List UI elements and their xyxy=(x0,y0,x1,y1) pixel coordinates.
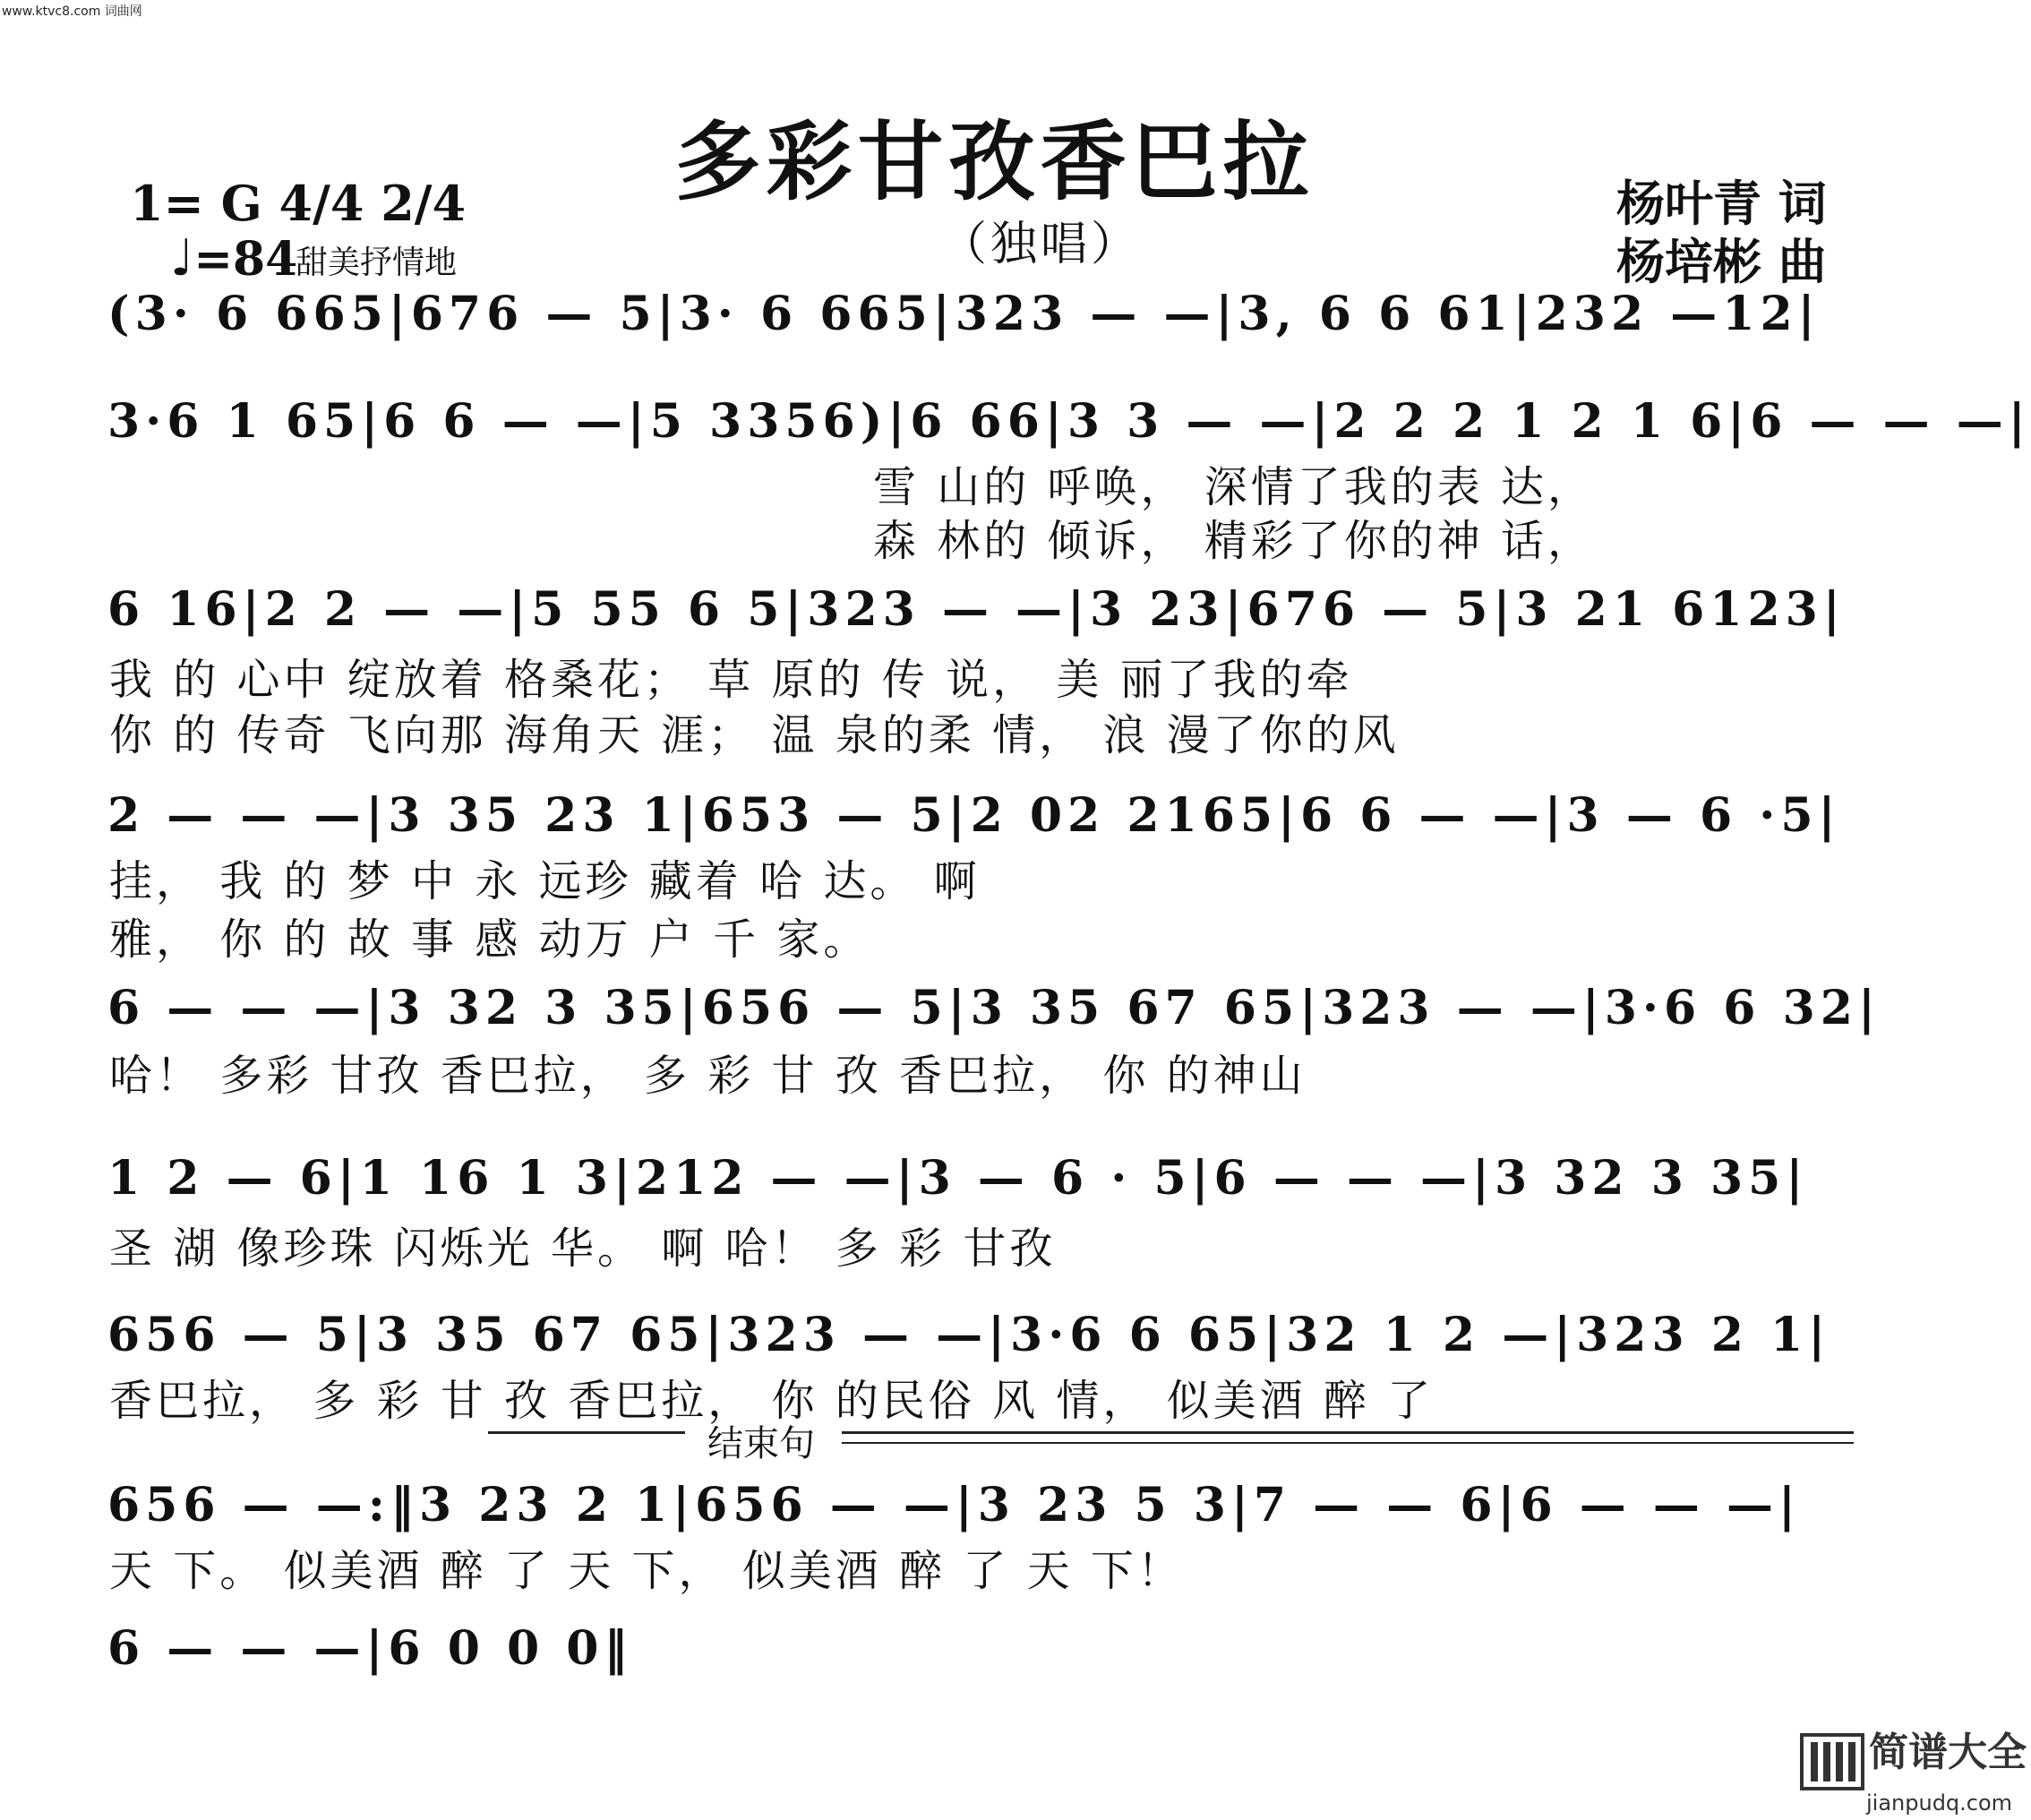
expression-marking: 甜美抒情地 xyxy=(296,245,458,281)
lyric-line-4a: 挂， 我 的 梦 中 永 远珍 藏着 哈 达。 啊 xyxy=(109,856,981,906)
lyric-line-4b: 雅， 你 的 故 事 感 动万 户 千 家。 xyxy=(109,914,870,965)
score-line-3: 6 16|2 2 — —|5 55 6 5|323 — —|3 23|676 — 5|3 21 6123| xyxy=(107,582,1846,637)
quarter-note-icon: ♩ xyxy=(170,228,194,288)
score-line-4: 2 — — —|3 35 23 1|653 — 5|2 02 2165|6 6 — —|3 — 6 ·5| xyxy=(107,788,1841,843)
lyric-line-2b: 森 林的 倾诉， 精彩了你的神 话， xyxy=(873,516,1595,566)
composer-credit: 杨培彬 曲 xyxy=(1616,233,1827,290)
source-watermark: www.ktvc8.com 词曲网 xyxy=(2,4,142,19)
ending-bracket-right xyxy=(842,1431,1854,1434)
score-line-5: 6 — — —|3 32 3 35|656 — 5|3 35 67 65|323 — —|3·6 6 32| xyxy=(107,981,1881,1035)
score-line-8: 656 — —:‖3 23 2 1|656 — —|3 23 5 3|7 — — 6|6 — — —| xyxy=(107,1478,1801,1532)
logo-name: 简谱大全 xyxy=(1869,1730,2027,1775)
lyric-line-5: 哈！ 多彩 甘孜 香巴拉， 多 彩 甘 孜 香巴拉， 你 的神山 xyxy=(109,1051,1307,1101)
logo-url: jianpudq.com xyxy=(1866,1790,2013,1816)
score-line-2: 3·6 1 65|6 6 — —|5 3356)|6 66|3 3 — —|2 2 2 1 2 1 6|6 — — —| xyxy=(107,394,2031,449)
score-line-6: 1 2 — 6|1 16 1 3|212 — —|3 — 6 · 5|6 — — —|3 32 3 35| xyxy=(107,1151,1809,1206)
ending-label: 结束句 xyxy=(707,1423,815,1464)
lyric-line-3b: 你 的 传奇 飞向那 海角天 涯； 温 泉的柔 情， 浪 漫了你的风 xyxy=(109,710,1400,760)
tempo-marking xyxy=(170,228,297,288)
tempo-value: =84 xyxy=(193,232,298,287)
ending-bracket-rule xyxy=(842,1442,1854,1444)
score-line-1: (3· 6 665|676 — 5|3· 6 665|323 — —|3, 6 6 61|232 —12| xyxy=(107,287,1821,341)
song-title: 多彩甘孜香巴拉 xyxy=(674,111,1315,212)
score-line-7: 656 — 5|3 35 67 65|323 — —|3·6 6 65|32 1 2 —|323 2 1| xyxy=(107,1308,1831,1362)
lyric-line-2a: 雪 山的 呼唤， 深情了我的表 达， xyxy=(873,462,1595,512)
lyric-line-8: 天 下。 似美酒 醉 了 天 下， 似美酒 醉 了 天 下！ xyxy=(109,1546,1184,1596)
lyricist-credit: 杨叶青 词 xyxy=(1616,175,1827,232)
performance-type: （独唱） xyxy=(940,218,1142,271)
score-line-9: 6 — — —|6 0 0 0‖ xyxy=(107,1621,633,1676)
lyric-line-3a: 我 的 心中 绽放着 格桑花； 草 原的 传 说， 美 丽了我的牵 xyxy=(109,655,1353,705)
lyric-line-7: 香巴拉， 多 彩 甘 孜 香巴拉， 你 的民俗 风 情， 似美酒 醉 了 xyxy=(109,1376,1435,1426)
key-signature: 1= G 4/4 2/4 xyxy=(130,175,467,232)
site-logo xyxy=(1800,1720,2027,1816)
ending-bracket-left xyxy=(488,1431,685,1434)
lyric-line-6: 圣 湖 像珍珠 闪烁光 华。 啊 哈！ 多 彩 甘孜 xyxy=(109,1223,1057,1274)
piano-keys-icon xyxy=(1800,1733,1864,1790)
